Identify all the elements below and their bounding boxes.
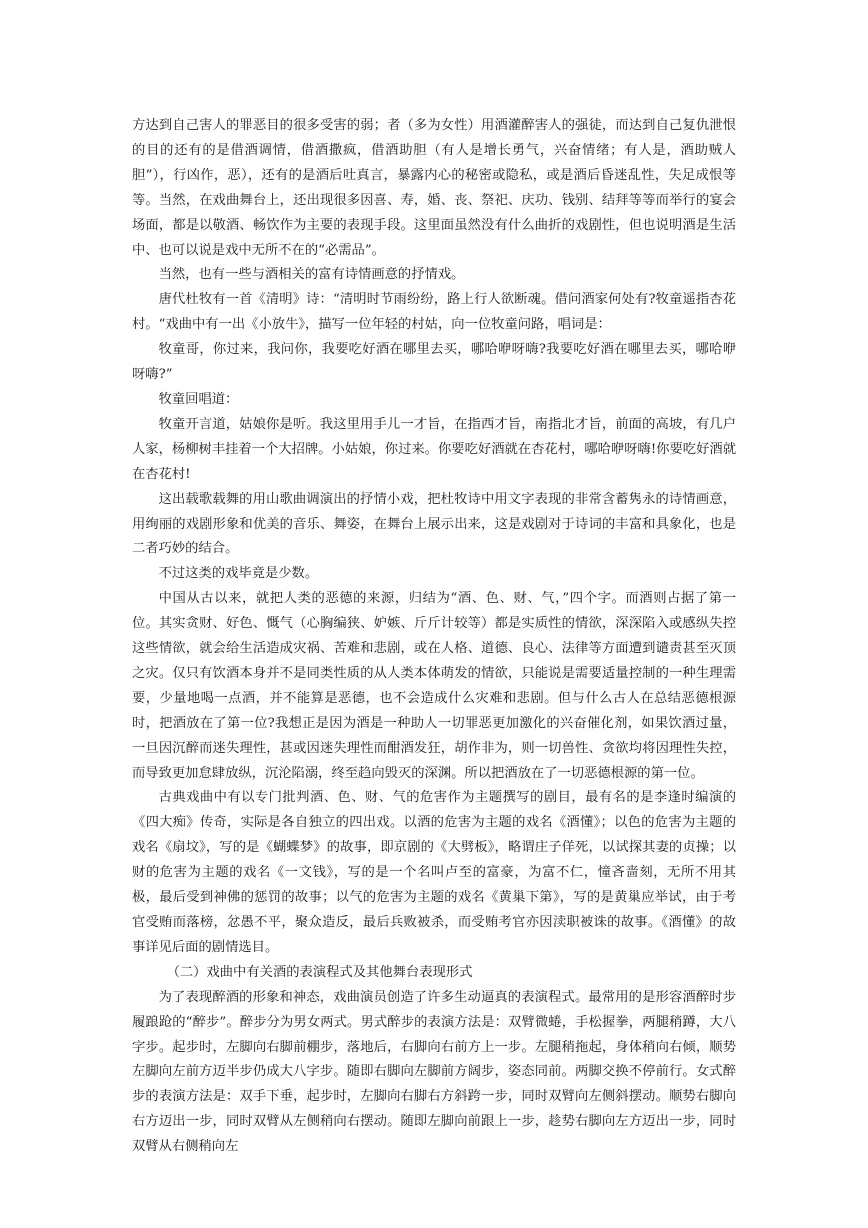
paragraph-classical-repertoire: 古典戏曲中有以专门批判酒、色、财、气的危害作为主题撰写的剧目，最有名的是李逢时编演的《四大痴》传奇，实际是各自独立的四出戏。以酒的危害为主题的戏名《酒懂》；以色的危害为主题的戏名《扇坟》，写的是《蝴蝶梦》的故事，即京剧的《大劈板》，略谓庄子佯死，以试探其妻的贞操；以财的危害为主题的戏名《一文钱》，写的是一个名叫卢至的富豪，为富不仁，憧吝啬刻，无所不用其极，最后受到神佛的惩罚的故事；以气的危害为主题的戏名《黄巢下第》，写的是黄巢应举试，由于考官受贿而落榜，忿愚不平，聚众造反，最后兵败被杀，而受贿考官亦因渎职被诛的故事。《酒懂》的故事详见后面的剧情选目。 (132, 790, 736, 955)
paragraph-lyrical-analysis: 这出载歌载舞的用山歌曲调演出的抒情小戏，把杜牧诗中用文字表现的非常含蓄隽永的诗情画意，用绚丽的戏剧形象和优美的音乐、舞姿，在舞台上展示出来，这是戏剧对于诗词的丰富和具象化，也是二者巧妙的结合。 (132, 491, 736, 557)
paragraph-village-girl-lyric: 牧童哥，你过来，我问你，我要吃好酒在哪里去买，哪哈咿呀嗨?我要吃好酒在哪里去买，哪哈咿呀嗨?” (132, 342, 736, 383)
paragraph-qingming-poem: 唐代杜牧有一首《清明》诗：“清明时节雨纷纷，路上行人欲断魂。借问酒家何处有?牧童遥指杏花村。“戏曲中有一出《小放牛》，描写一位年轻的村姑，向一位牧童问路，唱词是： (132, 292, 736, 333)
paragraph-few-plays: 不过这类的戏毕竟是少数。 (158, 566, 319, 582)
paragraph-four-vices: 中国从古以来，就把人类的恶德的来源，归结为“酒、色、财、气，”四个字。而酒则占据了第一位。其实贪财、好色、慨气（心胸编狭、妒嫉、斤斤计较等）都是实质性的情欲，深深陷入或感纵失控这些情欲，就会给生活造成灾祸、苦难和悲剧，或在人格、道德、良心、法律等方面遭到谴责甚至灭顶之灾。仅只有饮酒本身并不是同类性质的从人类本体萌发的情欲，只能说是需要适量控制的一种生理需要，少量地喝一点酒，并不能算是恶德，也不会造成什么灾难和悲剧。但与什么古人在总结恶德根源时，把酒放在了第一位?我想正是因为酒是一种助人一切罪恶更加激化的兴奋催化剂，如果饮酒过量，一旦因沉醉而迷失理性，甚或因迷失理性而酣酒发狂，胡作非为，则一切兽性、贪欲均将因理性失控，而导致更加怠肆放纵，沉沦陷溺，终至趋向毁灭的深渊。所以把酒放在了一切恶德根源的第一位。 (132, 591, 736, 781)
paragraph-lyrical-plays: 当然，也有一些与酒相关的富有诗情画意的抒情戏。 (158, 267, 465, 283)
paragraph-cowherd-reply-intro: 牧童回唱道： (158, 391, 239, 407)
paragraph-drunken-step: 为了表现醉酒的形象和神态，戏曲演员创造了许多生动逼真的表演程式。最常用的是形容酒醉时步履踉跄的“醉步”。醉步分为男女两式。男式醉步的表演方法是：双臂微蜷，手松握拳，两腿稍蹲，大八字步。起步时，左脚向右脚前棚步，落地后，右脚向右前方上一步。左腿稍拖起，身体稍向右倾，顺势左脚向左前方迈半步仍成大八字步。随即右脚向左脚前方阔步，姿态同前。两脚交换不停前行。女式醉步的表演方法是：双手下垂，起步时，左脚向右脚右方斜跨一步，同时双臂向左侧斜摆动。顺势右脚向右方迈出一步，同时双臂从左侧稍向右摆动。随即左脚向前跟上一步，趁势右脚向左方迈出一步，同时双臂从右侧稍向左 (132, 989, 736, 1155)
paragraph-cowherd-lyric: 牧童开言道，姑娘你是听。我这里用手儿一才旨，在指西才旨，南指北才旨，前面的高坡，有几户人家，杨柳树丰挂着一个大招牌。小姑娘，你过来。你要吃好酒就在杏花村，哪哈咿呀嗨!你要吃好酒就在杏花村! (132, 416, 736, 482)
paragraph-continuation: 方达到自己害人的罪恶目的很多受害的弱；者（多为女性）用酒灌醉害人的强徒，而达到自己复仇泄恨的目的还有的是借酒调情，借酒撒疯，借酒助胆（有人是增长勇气，兴奋情绪；有人是，酒助贼人胆”），行凶作，恶），还有的是酒后吐真言，暴露内心的秘密或隐私，或是酒后昏迷乱性，失足成恨等等。当然，在戏曲舞台上，还出现很多因喜、寿，婚、丧、祭祀、庆功、钱别、结拜等等而举行的宴会场面，都是以敬酒、畅饮作为主要的表现手段。这里面虽然没有什么曲折的戏剧性，但也说明酒是生活中、也可以说是戏中无所不在的“必需品”。 (132, 118, 736, 258)
document-body (132, 114, 736, 1160)
section-heading: （二）戏曲中有关酒的表演程式及其他舞台表现形式 (166, 964, 473, 980)
